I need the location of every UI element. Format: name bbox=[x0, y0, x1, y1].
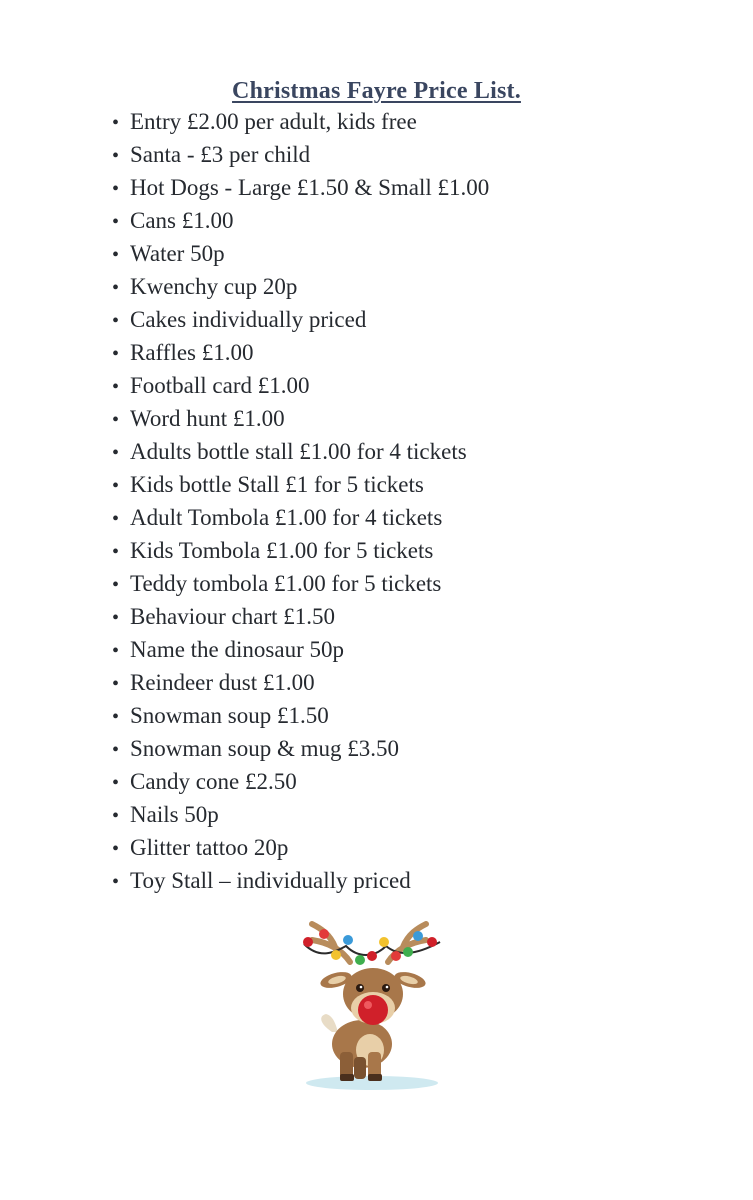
list-item-text: Kids bottle Stall £1 for 5 tickets bbox=[130, 472, 424, 497]
list-item-text: Kids Tombola £1.00 for 5 tickets bbox=[130, 538, 434, 563]
bullet-icon: • bbox=[112, 706, 120, 728]
bullet-icon: • bbox=[112, 871, 120, 893]
bullet-icon: • bbox=[112, 838, 120, 860]
bullet-icon: • bbox=[112, 508, 120, 530]
list-item bbox=[112, 402, 712, 435]
list-item-text: Hot Dogs - Large £1.50 & Small £1.00 bbox=[130, 175, 490, 200]
list-item-text: Cans £1.00 bbox=[130, 208, 234, 233]
bullet-icon: • bbox=[112, 805, 120, 827]
bullet-icon: • bbox=[112, 442, 120, 464]
list-item-text: Kwenchy cup 20p bbox=[130, 274, 298, 299]
list-item bbox=[112, 567, 712, 600]
bullet-icon: • bbox=[112, 574, 120, 596]
list-item-text: Adult Tombola £1.00 for 4 tickets bbox=[130, 505, 443, 530]
bullet-icon: • bbox=[112, 640, 120, 662]
list-item-text: Football card £1.00 bbox=[130, 373, 310, 398]
list-item bbox=[112, 237, 712, 270]
list-item bbox=[112, 831, 712, 864]
list-item bbox=[112, 369, 712, 402]
bullet-icon: • bbox=[112, 475, 120, 497]
bullet-icon: • bbox=[112, 277, 120, 299]
page-title: Christmas Fayre Price List. bbox=[232, 78, 521, 104]
list-item-text: Santa - £3 per child bbox=[130, 142, 311, 167]
bullet-icon: • bbox=[112, 607, 120, 629]
list-item-text: Name the dinosaur 50p bbox=[130, 637, 344, 662]
list-item bbox=[112, 600, 712, 633]
list-item-text: Adults bottle stall £1.00 for 4 tickets bbox=[130, 439, 467, 464]
list-item-text: Behaviour chart £1.50 bbox=[130, 604, 336, 629]
list-item bbox=[112, 138, 712, 171]
bullet-icon: • bbox=[112, 673, 120, 695]
bullet-icon: • bbox=[112, 739, 120, 761]
bullet-icon: • bbox=[112, 145, 120, 167]
bullet-icon: • bbox=[112, 541, 120, 563]
list-item bbox=[112, 633, 712, 666]
list-item bbox=[112, 501, 712, 534]
bullet-icon: • bbox=[112, 211, 120, 233]
bullet-icon: • bbox=[112, 343, 120, 365]
list-item bbox=[112, 468, 712, 501]
bullet-icon: • bbox=[112, 772, 120, 794]
bullet-icon: • bbox=[112, 244, 120, 266]
list-item bbox=[112, 732, 712, 765]
bullet-icon: • bbox=[112, 376, 120, 398]
list-item bbox=[112, 270, 712, 303]
price-list bbox=[112, 105, 712, 897]
list-item bbox=[112, 435, 712, 468]
list-item-text: Word hunt £1.00 bbox=[130, 406, 285, 431]
list-item-text: Candy cone £2.50 bbox=[130, 769, 297, 794]
list-item-text: Snowman soup & mug £3.50 bbox=[130, 736, 399, 761]
list-item-text: Teddy tombola £1.00 for 5 tickets bbox=[130, 571, 442, 596]
list-item-text: Snowman soup £1.50 bbox=[130, 703, 329, 728]
list-item bbox=[112, 798, 712, 831]
list-item bbox=[112, 336, 712, 369]
list-item bbox=[112, 105, 712, 138]
list-item bbox=[112, 765, 712, 798]
list-item-text: Entry £2.00 per adult, kids free bbox=[130, 109, 417, 134]
list-item-text: Glitter tattoo 20p bbox=[130, 835, 289, 860]
list-item bbox=[112, 204, 712, 237]
list-item-text: Water 50p bbox=[130, 241, 225, 266]
list-item bbox=[112, 666, 712, 699]
list-item-text: Reindeer dust £1.00 bbox=[130, 670, 315, 695]
list-item bbox=[112, 864, 712, 897]
bullet-icon: • bbox=[112, 112, 120, 134]
reindeer-icon bbox=[290, 912, 460, 1097]
list-item-text: Cakes individually priced bbox=[130, 307, 367, 332]
list-item-text: Raffles £1.00 bbox=[130, 340, 254, 365]
bullet-icon: • bbox=[112, 310, 120, 332]
bullet-icon: • bbox=[112, 178, 120, 200]
list-item-text: Nails 50p bbox=[130, 802, 219, 827]
list-item bbox=[112, 534, 712, 567]
list-item-text: Toy Stall – individually priced bbox=[130, 868, 411, 893]
list-item bbox=[112, 171, 712, 204]
list-item bbox=[112, 303, 712, 336]
list-item bbox=[112, 699, 712, 732]
bullet-icon: • bbox=[112, 409, 120, 431]
